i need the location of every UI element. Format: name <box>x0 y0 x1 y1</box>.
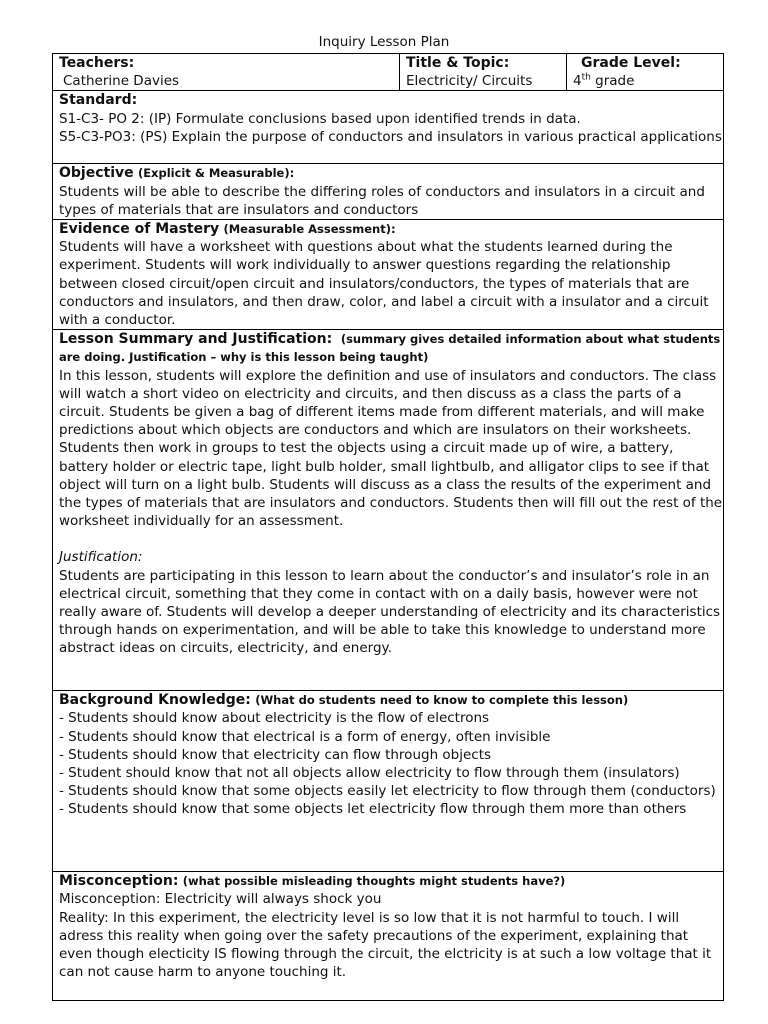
misconception-row <box>53 872 724 1001</box>
header-row <box>53 54 724 91</box>
justification-label: Justification: <box>59 549 143 566</box>
standard-cell <box>53 91 724 164</box>
standard-heading: Standard: <box>59 92 138 109</box>
misconception-heading: Misconception: <box>59 873 179 890</box>
objective-heading: Objective <box>59 165 134 182</box>
misconception-line-1: Misconception: Electricity will always shock you <box>59 891 382 908</box>
grade-word: grade <box>595 73 635 90</box>
background-item: - Students should know that some objects let electricity flow through them more than others <box>59 801 687 818</box>
grade-label: Grade Level: <box>581 55 681 71</box>
teachers-cell <box>53 54 400 91</box>
background-subheading: (What do students need to know to complete this lesson) <box>255 693 629 708</box>
grade-number: 4 <box>573 73 582 90</box>
mastery-heading: Evidence of Mastery <box>59 221 220 238</box>
mastery-row <box>53 220 724 330</box>
objective-text: Students will be able to describe the differing roles of conductors and insulators in a circuit and types of materials that are insulators and conductors <box>59 183 705 218</box>
teachers-value: Catherine Davies <box>63 73 180 90</box>
standard-line-2: S5-C3-PO3: (PS) Explain the purpose of conductors and insulators in various practical applications <box>59 128 722 145</box>
background-cell <box>53 691 724 872</box>
objective-row <box>53 164 724 220</box>
misconception-line-2: Reality: In this experiment, the electricity level is so low that it is not harmful to touch. I will adress this reality when going over the safety precautions of the experiment, explaining that even though electicity IS flowing through the circuit, the elctricity is at such a low voltage that it can not cause harm to anyone touching it. <box>59 909 712 981</box>
topic-cell <box>400 54 567 91</box>
summary-row <box>53 330 724 691</box>
background-item: - Students should know that electricity can flow through objects <box>59 746 492 763</box>
justification-text: Students are participating in this lesson to learn about the conductor’s and insulator’s role in an electrical circuit, something that they come in contact with on a daily basis, however were not really aware of. Students will develop a deeper understanding of electricity and its characteristics through hands on experimentation, and will be able to take this knowledge to understand more abstract ideas on circuits, electricity, and energy. <box>59 567 721 657</box>
background-item: - Students should know that some objects easily let electricity to flow through them (conductors) <box>59 783 716 800</box>
standard-row <box>53 91 724 164</box>
mastery-text: Students will have a worksheet with questions about what the students learned during the experiment. Students will work individually to answer questions regarding the relationship between closed circuit/open circuit and insulators/conductors, the types of materials that are conductors and insulators, and then draw, color, and label a circuit with a insulator and a circuit with a conductor. <box>59 239 709 329</box>
grade-cell <box>567 54 724 91</box>
summary-heading: Lesson Summary and Justification: <box>59 331 333 348</box>
paragraph-gap <box>59 530 723 548</box>
background-row <box>53 691 724 872</box>
topic-value: Electricity/ Circuits <box>406 73 533 90</box>
misconception-subheading: (what possible misleading thoughts might students have?) <box>182 874 566 889</box>
teachers-label: Teachers: <box>59 55 135 71</box>
background-heading: Background Knowledge: <box>59 692 251 709</box>
background-item: - Students should know about electricity is the flow of electrons <box>59 710 490 727</box>
summary-subheading: (summary gives detailed information about what students are doing. Justification – why is this lesson being taught) <box>59 332 721 365</box>
document-title: Inquiry Lesson Plan <box>318 34 450 50</box>
lesson-plan-table <box>52 53 724 1001</box>
mastery-subheading: (Measurable Assessment): <box>223 222 396 237</box>
summary-cell <box>53 330 724 691</box>
mastery-cell <box>53 220 724 330</box>
topic-label: Title & Topic: <box>406 55 510 71</box>
grade-ordinal: th <box>581 72 591 83</box>
background-item: - Student should know that not all objects allow electricity to flow through them (insulators) <box>59 765 680 782</box>
background-item: - Students should know that electrical is a form of energy, often invisible <box>59 728 551 745</box>
objective-subheading: (Explicit & Measurable): <box>137 166 295 181</box>
objective-cell <box>53 164 724 220</box>
grade-value <box>573 72 723 90</box>
misconception-cell <box>53 872 724 1001</box>
standard-line-1: S1-C3- PO 2: (IP) Formulate conclusions based upon identified trends in data. <box>59 110 581 127</box>
summary-text: In this lesson, students will explore the definition and use of insulators and conductors. The class will watch a short video on electricity and circuits, and then discuss as a class the parts of a circuit. Students be given a bag of different items made from different materials, and will make predictions about which objects are conductors and which are insulators on their worksheets. Students then work in groups to test the objects using a circuit made up of wire, a battery, battery holder or electric tape, light bulb holder, small lightbulb, and alligator clips to see if that object will turn on a light bulb. Students will discuss as a class the results of the experiment and the types of materials that are insulators and conductors. Students then will fill out the rest of the worksheet individually for an assessment. <box>59 367 723 530</box>
